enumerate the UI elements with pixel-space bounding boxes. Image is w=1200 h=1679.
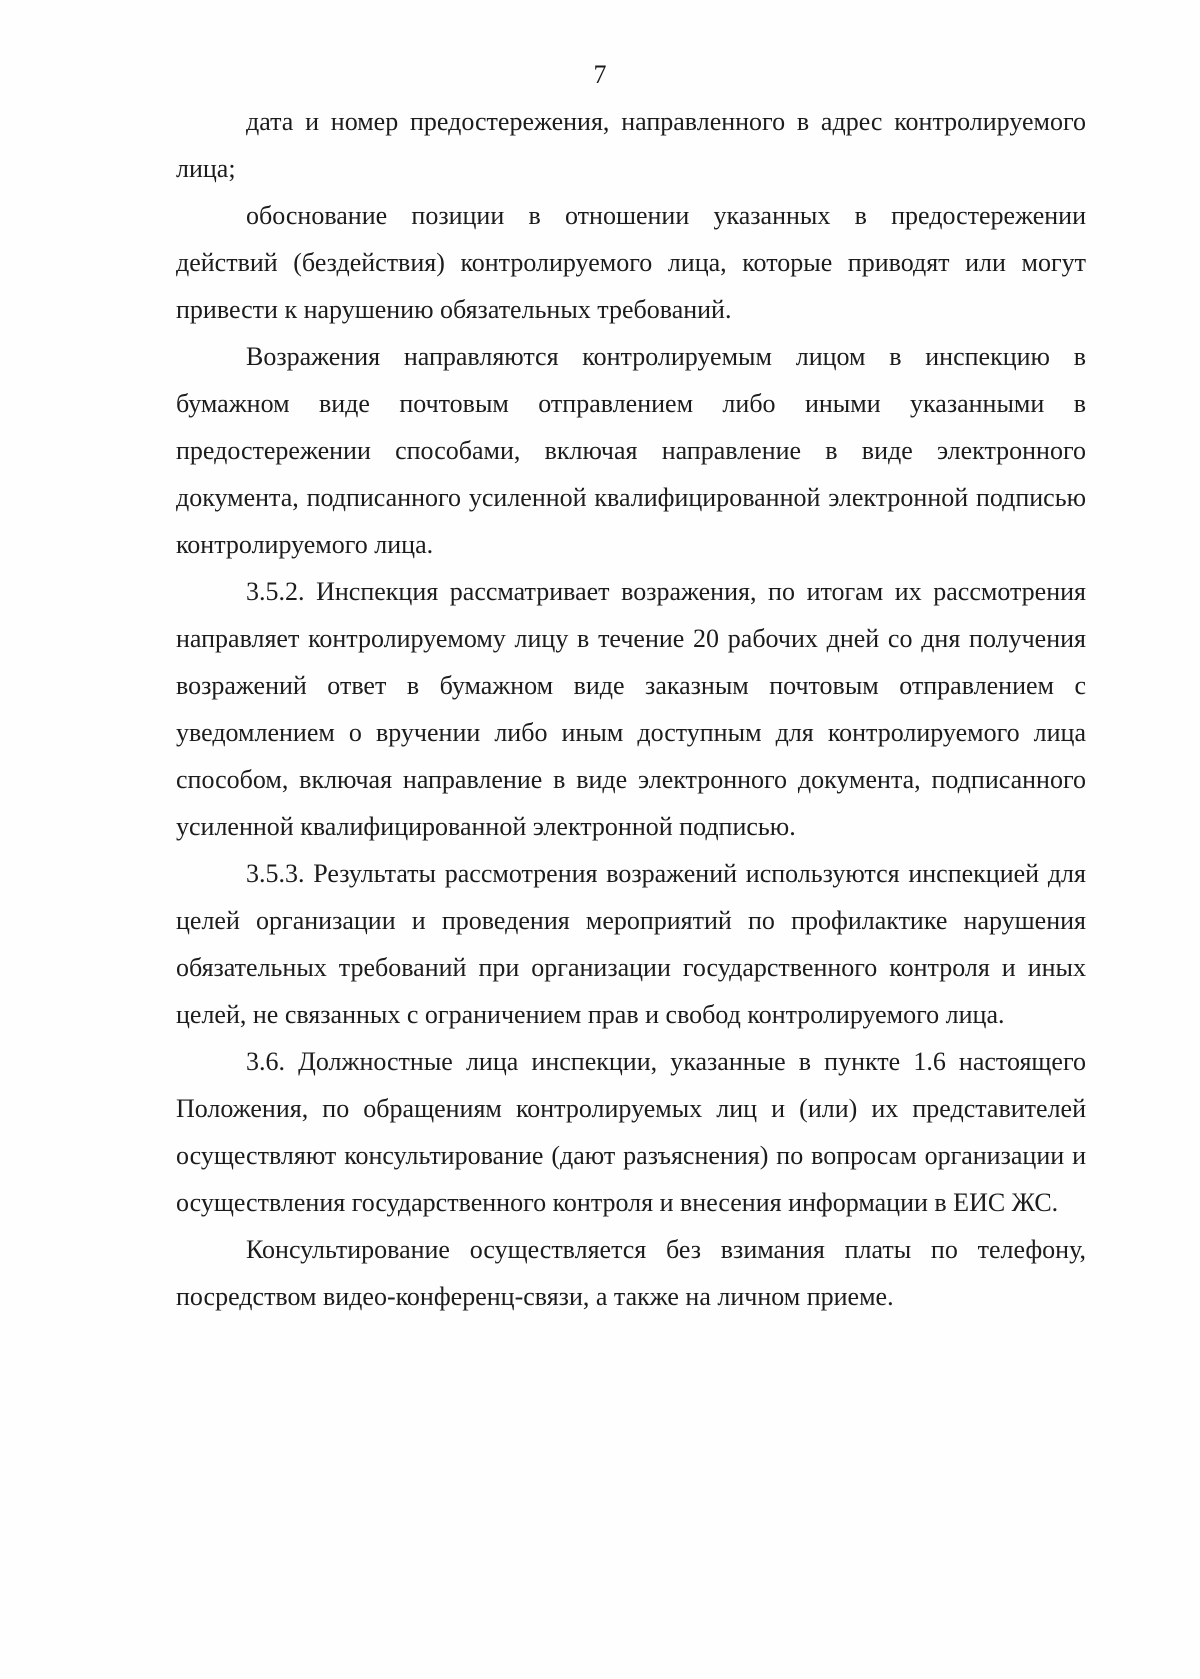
- paragraph-warning-date-number: дата и номер предостережения, направленного в адрес контролируемого лица;: [176, 107, 1086, 183]
- paragraph-3-6: 3.6. Должностные лица инспекции, указанные в пункте 1.6 настоящего Положения, по обращениям контролируемых лиц и (или) их представителей осуществляют консультирование (дают разъяснения) по вопросам организации и осуществления государственного контроля и внесения информации в ЕИС ЖС.: [176, 1047, 1086, 1217]
- paragraph-consulting: Консультирование осуществляется без взимания платы по телефону, посредством видео-конференц-связи, а также на личном приеме.: [176, 1235, 1086, 1311]
- document-body: [176, 98, 1086, 1320]
- paragraph-3-5-2: 3.5.2. Инспекция рассматривает возражения, по итогам их рассмотрения направляет контролируемому лицу в течение 20 рабочих дней со дня получения возражений ответ в бумажном виде заказным почтовым отправлением с уведомлением о вручении либо иным доступным для контролируемого лица способом, включая направление в виде электронного документа, подписанного усиленной квалифицированной электронной подписью.: [176, 577, 1086, 841]
- paragraph-3-5-3: 3.5.3. Результаты рассмотрения возражений используются инспекцией для целей организации и проведения мероприятий по профилактике нарушения обязательных требований при организации государственного контроля и иных целей, не связанных с ограничением прав и свобод контролируемого лица.: [176, 859, 1086, 1029]
- paragraph-position-justification: обоснование позиции в отношении указанных в предостережении действий (бездействия) контролируемого лица, которые приводят или могут привести к нарушению обязательных требований.: [176, 201, 1086, 324]
- paragraph-objections-submission: Возражения направляются контролируемым лицом в инспекцию в бумажном виде почтовым отправлением либо иными указанными в предостережении способами, включая направление в виде электронного документа, подписанного усиленной квалифицированной электронной подписью контролируемого лица.: [176, 342, 1086, 559]
- page-number: 7: [593, 60, 607, 89]
